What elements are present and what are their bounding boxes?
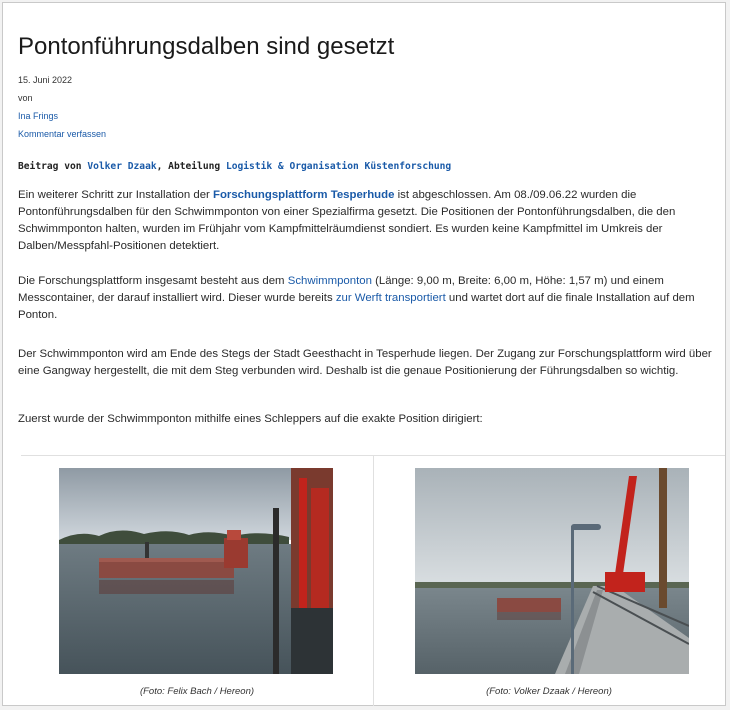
photo-caption-1: (Foto: Felix Bach / Hereon) [139, 686, 255, 697]
photo-gallery [21, 455, 725, 706]
paragraph-1 [18, 187, 718, 255]
author-link[interactable]: Ina Frings [18, 111, 59, 121]
photo-pontoon-tug[interactable] [59, 468, 333, 674]
photo-pontoon-tug-image [59, 468, 333, 674]
byline-prefix: Beitrag von [18, 161, 88, 172]
paragraph-2 [18, 273, 718, 324]
gallery-cell-2 [373, 456, 725, 706]
photo-pier-crane-image [415, 468, 689, 674]
byline-name-link[interactable]: Volker Dzaak [87, 161, 157, 172]
platform-link[interactable]: Forschungsplattform Tesperhude [213, 189, 395, 201]
shipyard-link[interactable]: zur Werft transportiert [335, 292, 446, 304]
article-date: 15. Juni 2022 [18, 75, 73, 85]
pontoon-link[interactable]: Schwimmponton [287, 275, 372, 287]
p1-text-a: Ein weiterer Schritt zur Installation der [18, 189, 213, 201]
p2-text-c: und wartet dort auf die finale Installation auf dem Ponton. [18, 292, 695, 321]
page-title: Pontonführungsdalben sind gesetzt [18, 33, 395, 61]
p2-text-a: Die Forschungsplattform insgesamt besteht aus dem [18, 275, 288, 287]
photo-pier-crane[interactable] [415, 468, 689, 674]
photo-caption-2: (Foto: Volker Dzaak / Hereon) [486, 686, 612, 697]
paragraph-3: Der Schwimmponton wird am Ende des Stegs der Stadt Geesthacht in Tesperhude liegen. Der Zugang zur Forschungsplattform wird über eine Gangway hergestellt, die mit dem Steg verbunden wird. Deshalb ist die genaue Positionierung der Führungsdalben so wichtig. [18, 348, 712, 377]
p1-text-b: ist abgeschlossen. Am 08./09.06.22 wurden die Pontonführungsdalben für den Schwimmponton von einer Spezialfirma gesetzt. Die Positionen der Pontonführungsdalben, die den Schwimmponton halten, wurden im Frühjahr vom Kampfmittelräumdienst sondiert. Es wurden keine Kampfmittel im Umkreis der Dalben/Messpfahl-Positionen detektiert. [18, 189, 676, 252]
gallery-cell-1 [21, 456, 374, 706]
contribution-byline [18, 161, 451, 172]
byline-mid: , Abteilung [156, 161, 226, 172]
p2-text-b: (Länge: 9,00 m, Breite: 6,00 m, Höhe: 1,57 m) und einem Messcontainer, der darauf installiert wird. Dieser wurde bereits [18, 275, 664, 304]
comment-link[interactable]: Kommentar verfassen [18, 129, 107, 139]
byline-dept-link[interactable]: Logistik & Organisation Küstenforschung [225, 161, 452, 172]
article-frame [2, 2, 726, 706]
author-prefix: von [18, 93, 33, 103]
paragraph-4: Zuerst wurde der Schwimmponton mithilfe eines Schleppers auf die exakte Position dirigiert: [18, 413, 483, 425]
